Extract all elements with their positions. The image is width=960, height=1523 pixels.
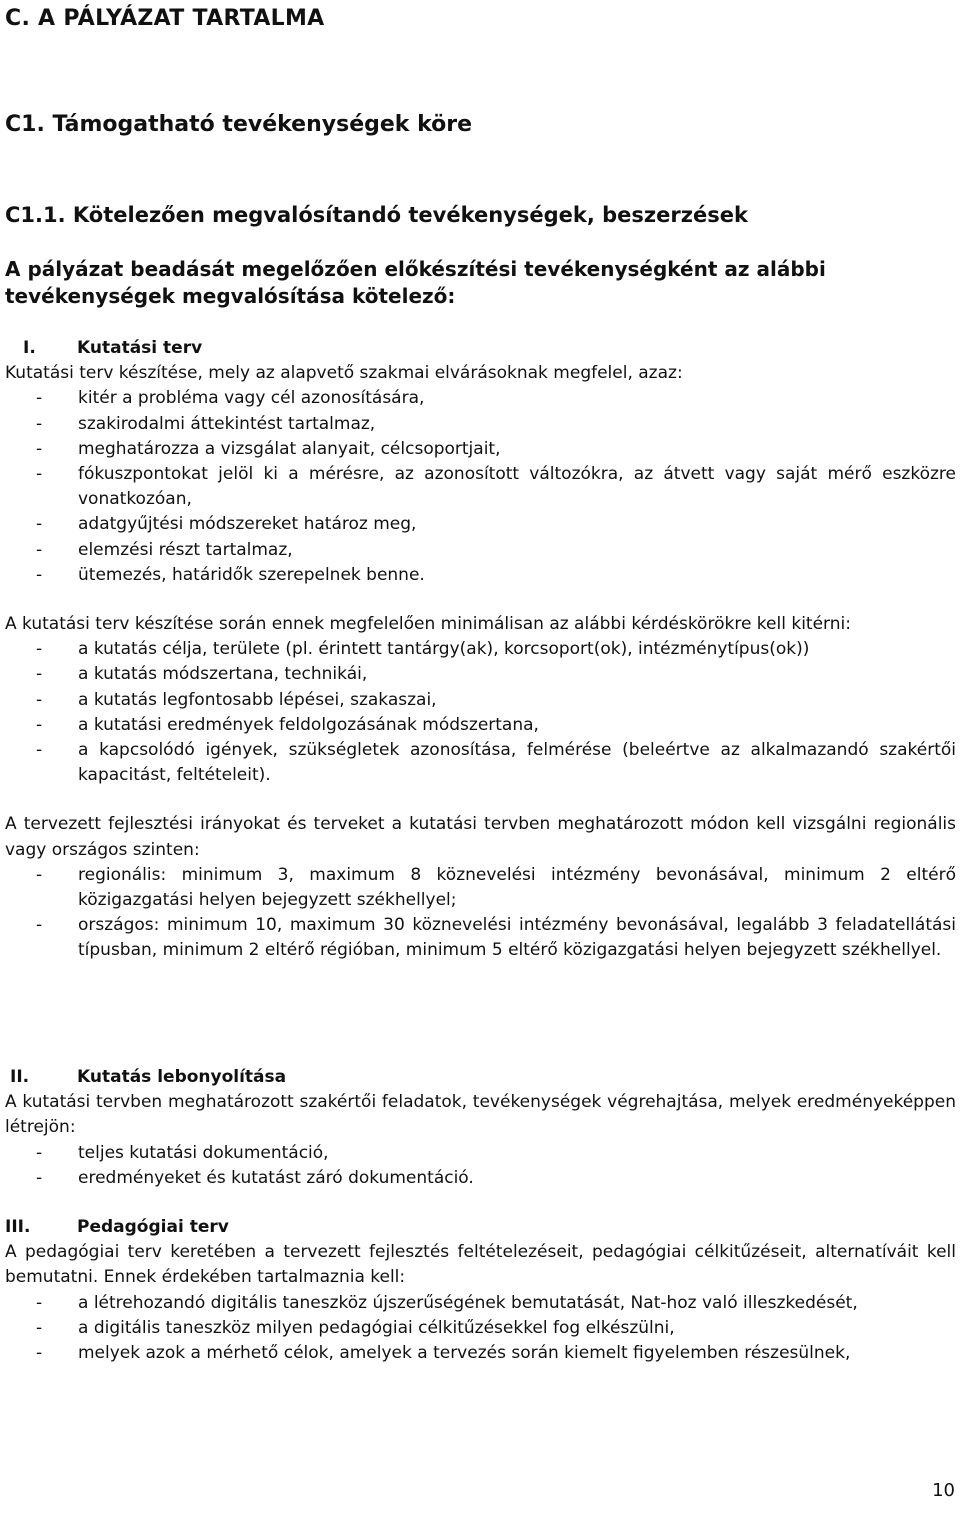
section-kutatasi-terv [5, 336, 956, 964]
dash-bullet: - [36, 740, 43, 761]
dash-bullet: - [36, 864, 43, 885]
intro-paragraph: A pályázat beadását megelőzően előkészítési tevékenységként az alábbi tevékenységek megvalósítása kötelező: [5, 257, 826, 308]
section-paragraph: A tervezett fejlesztési irányokat és terveket a kutatási tervben meghatározott módon kell vizsgálni regionális vagy országos szinten: [5, 814, 956, 860]
dash-bullet: - [36, 539, 43, 560]
topics-list [5, 637, 956, 788]
scope-list [5, 863, 956, 964]
list-item: - a kutatás módszertana, technikái, [5, 662, 956, 687]
page-number: 10 [932, 1480, 955, 1501]
list-item: - a kapcsolódó igények, szükségletek azonosítása, felmérése (beleértve az alkalmazandó szakértői kapacitást, feltételeit). [36, 740, 956, 786]
dash-bullet: - [36, 564, 43, 585]
section-number: I. [23, 338, 36, 358]
list-item: - kitér a probléma vagy cél azonosítására, [5, 386, 956, 411]
section-lead: Kutatási terv készítése, mely az alapvető szakmai elvárásoknak megfelel, azaz: [5, 363, 683, 384]
section-heading-c1: C1. Támogatható tevékenységek köre [5, 112, 472, 137]
list-item: - a kutatási eredmények feldolgozásának módszertana, [5, 713, 956, 738]
dash-bullet: - [36, 689, 43, 710]
section-paragraph: A kutatási terv készítése során ennek megfelelően minimálisan az alábbi kérdéskörökre kell kitérni: [5, 614, 851, 635]
dash-bullet: - [36, 438, 43, 459]
list-item: - a létrehozandó digitális taneszköz újszerűségének bemutatását, Nat-hoz való illeszkedését, [5, 1291, 956, 1316]
list-item: - ütemezés, határidők szerepelnek benne. [5, 563, 956, 588]
dash-bullet: - [36, 514, 43, 535]
section-number: II. [10, 1067, 30, 1087]
section-pedagogiai-terv [5, 1215, 956, 1366]
dash-bullet: - [36, 464, 43, 485]
list-item: - adatgyűjtési módszereket határoz meg, [5, 512, 956, 537]
pedagogy-list [5, 1291, 956, 1367]
list-item: - a kutatás legfontosabb lépései, szakaszai, [5, 688, 956, 713]
section-lead: A kutatási tervben meghatározott szakértői feladatok, tevékenységek végrehajtása, melyek eredményeképpen létrejön: [5, 1092, 956, 1138]
section-title: Kutatási terv [77, 338, 203, 358]
dash-bullet: - [36, 1142, 43, 1163]
list-item: - a digitális taneszköz milyen pedagógiai célkitűzésekkel fog elkészülni, [5, 1316, 956, 1341]
list-item: - regionális: minimum 3, maximum 8 köznevelési intézmény bevonásával, minimum 2 eltérő közigazgatási helyen bejegyzett székhellyel; [36, 864, 956, 911]
section-heading-c11: C1.1. Kötelezően megvalósítandó tevékenységek, beszerzések [5, 203, 748, 227]
list-item: - a kutatás célja, területe (pl. érintett tantárgy(ak), korcsoport(ok), intézménytípus(ok)) [5, 637, 956, 662]
dash-bullet: - [36, 639, 43, 660]
section-title: Kutatás lebonyolítása [77, 1067, 287, 1087]
dash-bullet: - [36, 1343, 43, 1364]
list-item: - melyek azok a mérhető célok, amelyek a tervezés során kiemelt figyelemben részesülnek, [5, 1341, 956, 1366]
list-item: - teljes kutatási dokumentáció, [5, 1141, 956, 1166]
section-number: III. [5, 1217, 31, 1237]
dash-bullet: - [36, 1167, 43, 1188]
list-item: - meghatározza a vizsgálat alanyait, célcsoportjait, [5, 437, 956, 462]
section-title: Pedagógiai terv [77, 1217, 229, 1237]
section-lead: A pedagógiai terv keretében a tervezett fejlesztés feltételezéseit, pedagógiai célkitűzéseit, alternatíváit kell bemutatni. Ennek érdekében tartalmaznia kell: [5, 1242, 956, 1288]
dash-bullet: - [36, 915, 43, 936]
section-title-row [5, 1065, 956, 1090]
list-item: - szakirodalmi áttekintést tartalmaz, [5, 412, 956, 437]
section-kutatas-lebonyolitasa [5, 1065, 956, 1191]
list-item: - elemzési részt tartalmaz, [5, 538, 956, 563]
requirements-list [5, 386, 956, 588]
list-item: - fókuszpontokat jelöl ki a mérésre, az azonosított változókra, az átvett vagy saját mérő eszközre vonatkozóan, [36, 464, 956, 510]
list-item: - országos: minimum 10, maximum 30 köznevelési intézmény bevonásával, legalább 3 feladatellátási típusban, minimum 2 eltérő régióban, minimum 5 eltérő közigazgatási helyen bejegyzett székhellyel. [36, 915, 956, 961]
dash-bullet: - [36, 1292, 43, 1313]
main-heading: C. A PÁLYÁZAT TARTALMA [5, 6, 325, 31]
dash-bullet: - [36, 1317, 43, 1338]
dash-bullet: - [36, 388, 43, 409]
deliverables-list [5, 1141, 956, 1191]
list-item: - eredményeket és kutatást záró dokumentáció. [5, 1166, 956, 1191]
dash-bullet: - [36, 413, 43, 434]
section-title-row [5, 336, 956, 361]
dash-bullet: - [36, 714, 43, 735]
dash-bullet: - [36, 664, 43, 685]
section-title-row [5, 1215, 956, 1240]
